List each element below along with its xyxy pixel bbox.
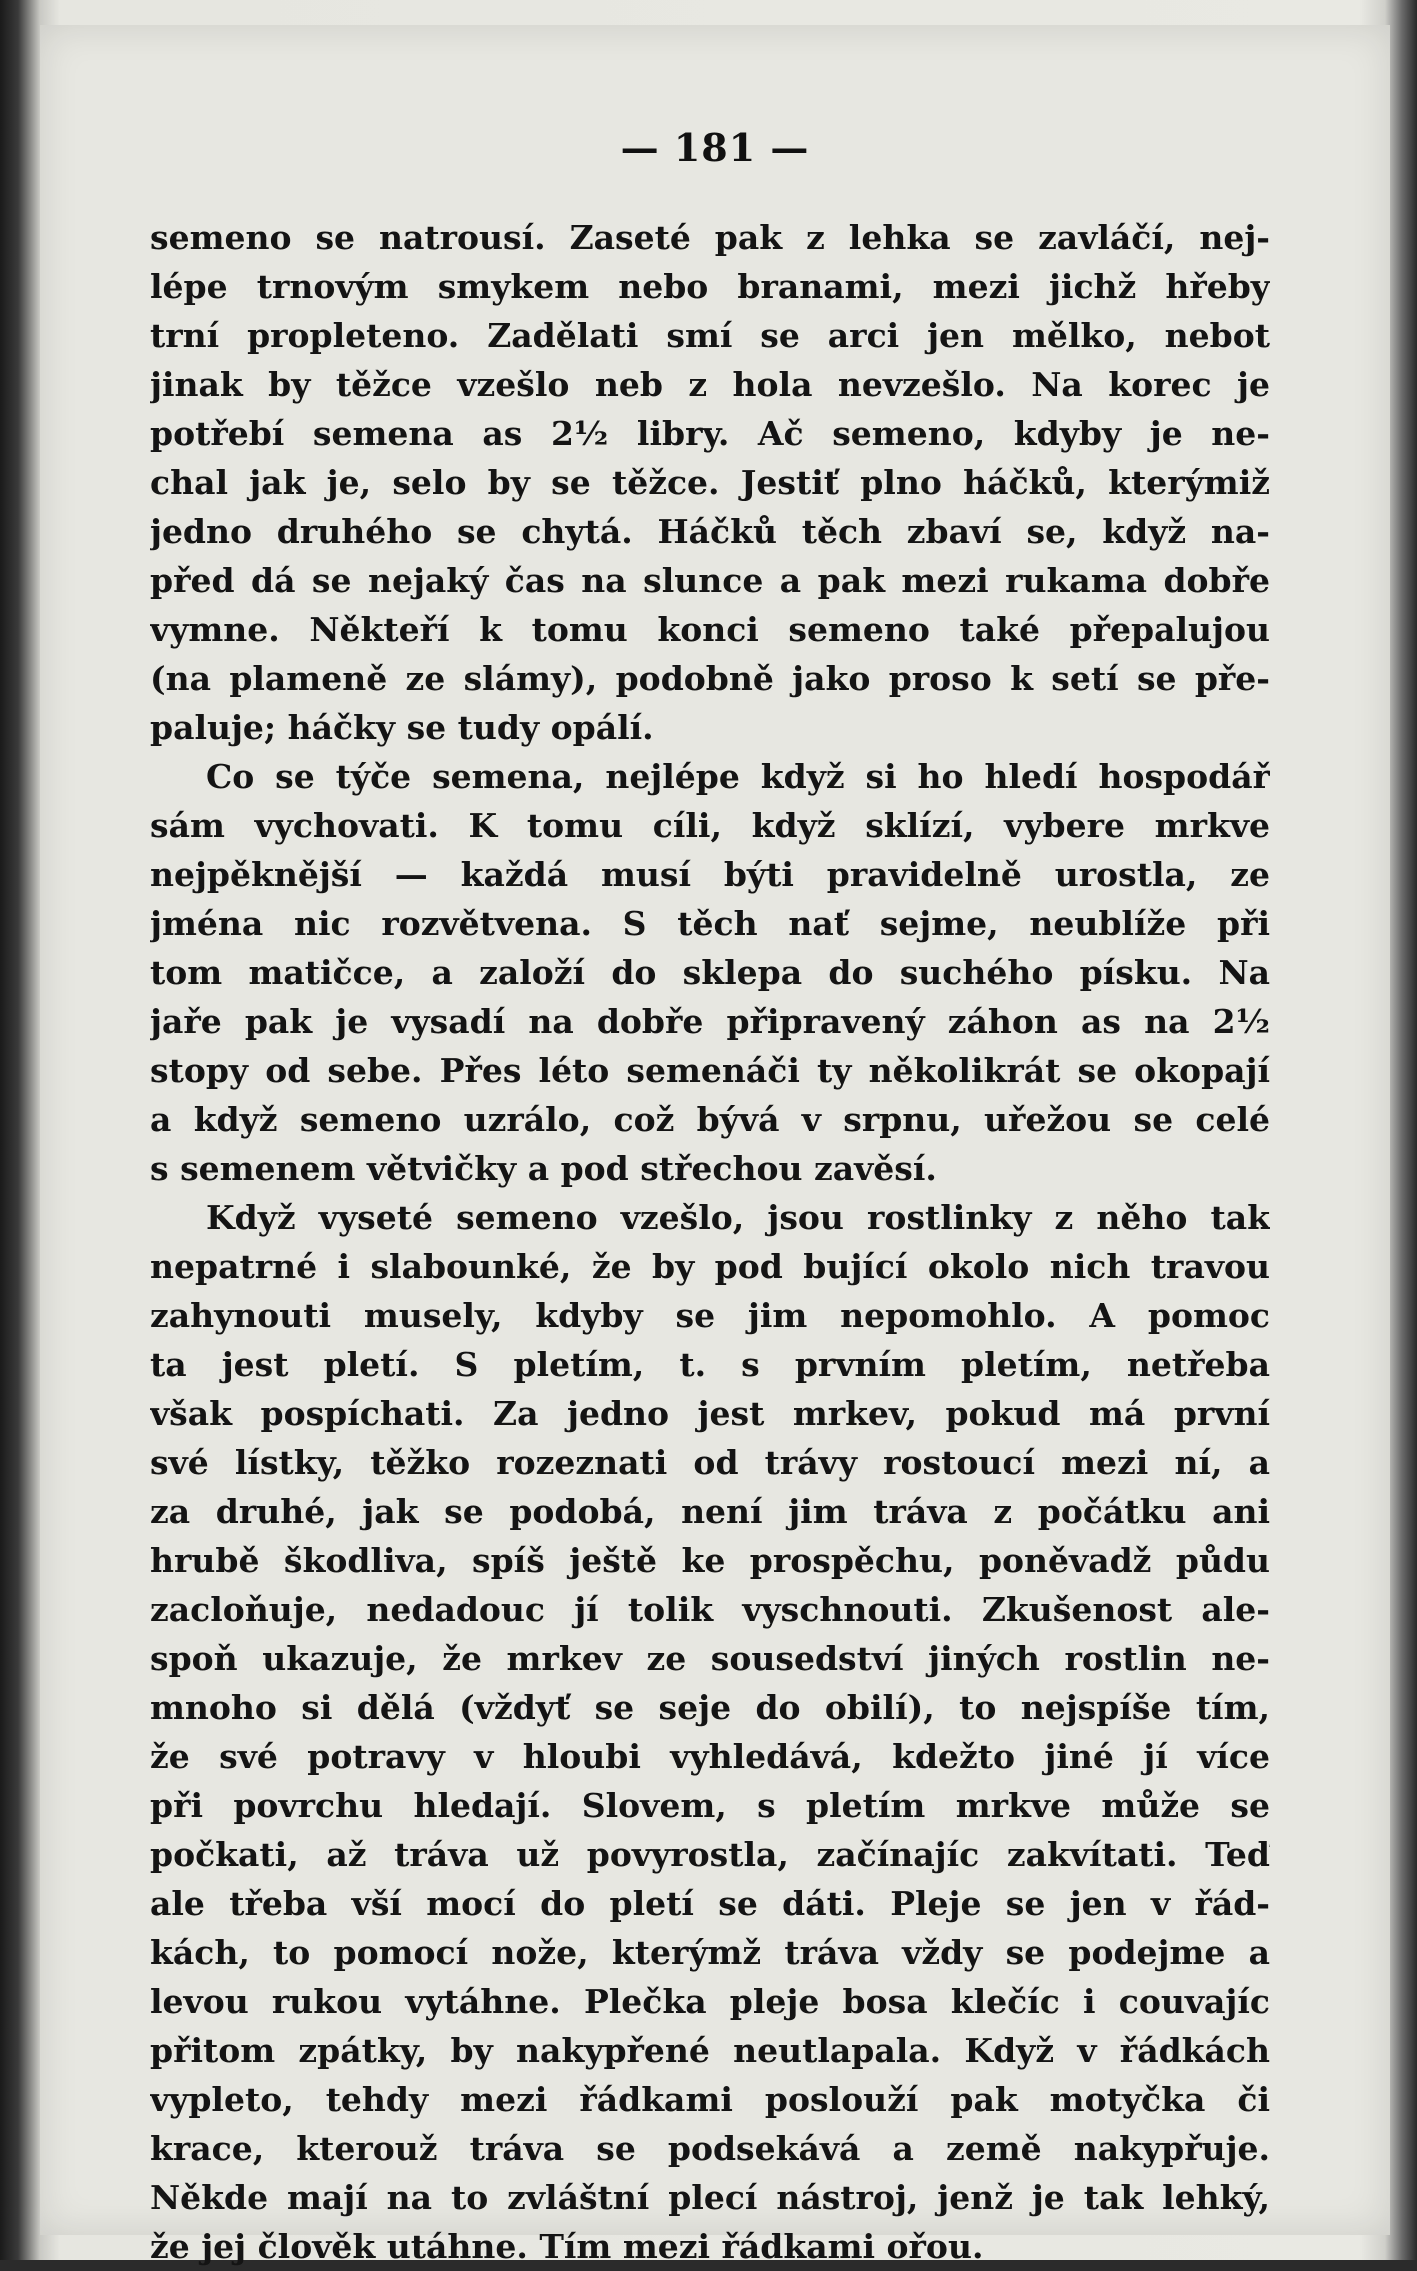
book-page bbox=[40, 25, 1390, 2266]
body-text bbox=[150, 213, 1270, 2271]
text-line: ta jest pletí. S pletím, t. s prvním pletím, netřeba bbox=[150, 1345, 1270, 1384]
text-line: že své potravy v hloubi vyhledává, kdežto jiné jí více bbox=[150, 1737, 1270, 1776]
text-line: jinak by těžce vzešlo neb z hola nevzešlo. Na korec je bbox=[150, 365, 1270, 404]
text-line: semeno se natrousí. Zaseté pak z lehka se zavláčí, nej- bbox=[150, 218, 1270, 257]
text-line: sám vychovati. K tomu cíli, když sklízí, vybere mrkve bbox=[150, 806, 1270, 845]
text-line: jedno druhého se chytá. Háčků těch zbaví se, když na- bbox=[150, 512, 1270, 551]
text-line: jaře pak je vysadí na dobře připravený záhon as na 2½ bbox=[150, 1002, 1270, 1041]
text-line: mnoho si dělá (vždyť se seje do obilí), to nejspíše tím, bbox=[150, 1688, 1270, 1727]
text-line: spoň ukazuje, že mrkev ze sousedství jiných rostlin ne- bbox=[150, 1639, 1270, 1678]
text-line: nepatrné i slabounké, že by pod bující okolo nich travou bbox=[150, 1247, 1270, 1286]
text-line: nejpěknější — každá musí býti pravidelně urostla, ze bbox=[150, 855, 1270, 894]
text-line: trní propleteno. Zadělati smí se arci jen mělko, nebot bbox=[150, 316, 1270, 355]
text-line: s semenem větvičky a pod střechou zavěsí. bbox=[150, 1149, 937, 1188]
text-line: při povrchu hledají. Slovem, s pletím mrkve může se bbox=[150, 1786, 1270, 1825]
text-line: zacloňuje, nedadouc jí tolik vyschnouti. Zkušenost ale- bbox=[150, 1590, 1270, 1629]
text-line: jména nic rozvětvena. S těch nať sejme, neublíže při bbox=[150, 904, 1270, 943]
text-line: potřebí semena as 2½ libry. Ač semeno, kdyby je ne- bbox=[150, 414, 1270, 453]
page-number: — 181 — bbox=[620, 125, 810, 170]
text-line: ale třeba vší mocí do pletí se dáti. Pleje se jen v řád- bbox=[150, 1884, 1270, 1923]
text-line: za druhé, jak se podobá, není jim tráva z počátku ani bbox=[150, 1492, 1270, 1531]
text-line: stopy od sebe. Přes léto semenáči ty několikrát se okopají bbox=[150, 1051, 1270, 1090]
text-line: své lístky, těžko rozeznati od trávy rostoucí mezi ní, a bbox=[150, 1443, 1270, 1482]
text-line: vypleto, tehdy mezi řádkami poslouží pak motyčka či bbox=[150, 2080, 1270, 2119]
text-line: Co se týče semena, nejlépe když si ho hledí hospodář bbox=[206, 757, 1270, 796]
text-line: krace, kterouž tráva se podsekává a země nakypřuje. bbox=[150, 2129, 1270, 2168]
text-line: však pospíchati. Za jedno jest mrkev, pokud má první bbox=[150, 1394, 1270, 1433]
text-line: lépe trnovým smykem nebo branami, mezi jichž hřeby bbox=[150, 267, 1270, 306]
text-line: přitom zpátky, by nakypřené neutlapala. Když v řádkách bbox=[150, 2031, 1270, 2070]
text-line: tom matičce, a založí do sklepa do suchého písku. Na bbox=[150, 953, 1270, 992]
text-line: počkati, až tráva už povyrostla, začínajíc zakvítati. Teď bbox=[150, 1835, 1270, 1874]
text-line: a když semeno uzrálo, což bývá v srpnu, uřežou se celé bbox=[150, 1100, 1270, 1139]
text-line: Někde mají na to zvláštní plecí nástroj, jenž je tak lehký, bbox=[150, 2178, 1270, 2217]
text-line: zahynouti musely, kdyby se jim nepomohlo. A pomoc bbox=[150, 1296, 1270, 1335]
text-line: hrubě škodliva, spíš ještě ke prospěchu, poněvadž půdu bbox=[150, 1541, 1270, 1580]
text-line: chal jak je, selo by se těžce. Jestiť plno háčků, kterýmiž bbox=[150, 463, 1270, 502]
text-line: vymne. Někteří k tomu konci semeno také přepalujou bbox=[150, 610, 1270, 649]
text-line: paluje; háčky se tudy opálí. bbox=[150, 708, 654, 747]
text-line: před dá se nejaký čas na slunce a pak mezi rukama dobře bbox=[150, 561, 1270, 600]
text-line: Když vyseté semeno vzešlo, jsou rostlinky z něho tak bbox=[206, 1198, 1270, 1237]
text-line: (na plameně ze slámy), podobně jako proso k setí se pře- bbox=[150, 659, 1270, 698]
text-line: že jej člověk utáhne. Tím mezi řádkami ořou. bbox=[150, 2227, 984, 2266]
text-line: kách, to pomocí nože, kterýmž tráva vždy se podejme a bbox=[150, 1933, 1270, 1972]
text-line: levou rukou vytáhne. Plečka pleje bosa klečíc i couvajíc bbox=[150, 1982, 1270, 2021]
